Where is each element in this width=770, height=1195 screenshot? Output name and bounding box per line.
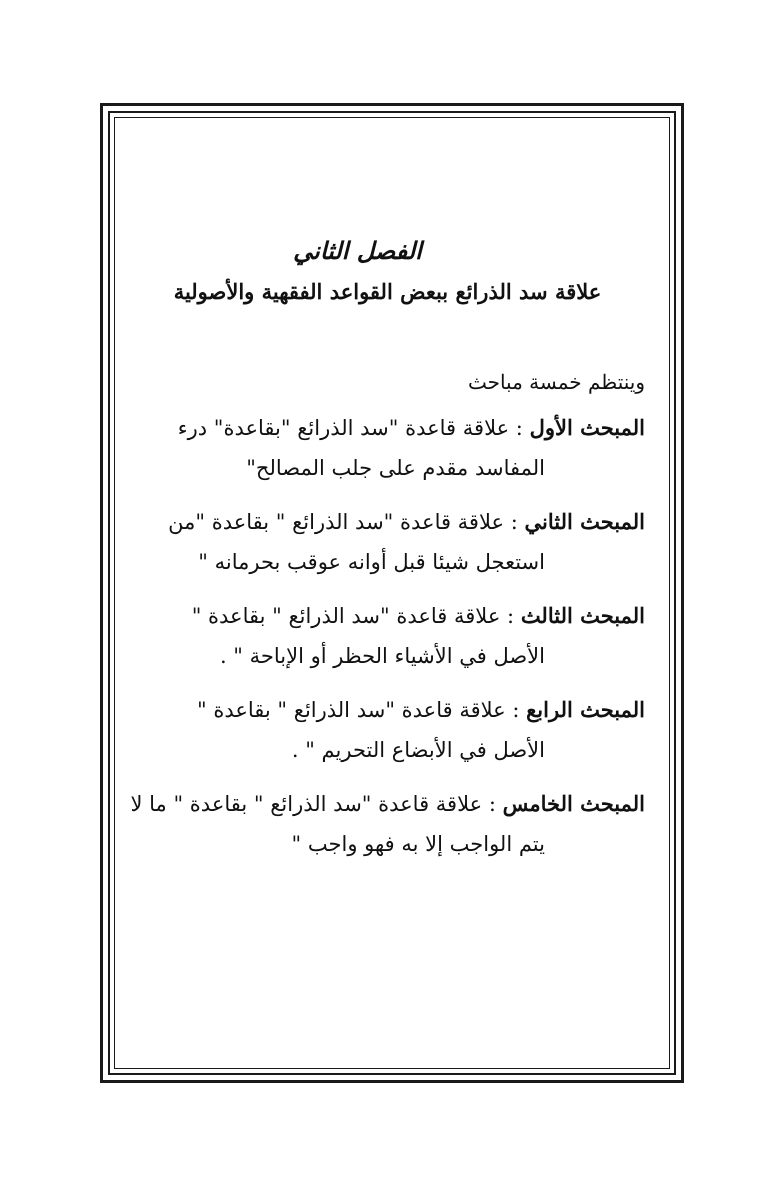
section-label: المبحث الخامس [502, 791, 645, 816]
section-text: : علاقة قاعدة "سد الذرائع " بقاعدة " [197, 698, 520, 722]
section-line1 [130, 596, 645, 636]
chapter-subtitle: علاقة سد الذرائع ببعض القواعد الفقهية والأصولية [173, 279, 602, 304]
section-line2: الأصل في الأشياء الحظر أو الإباحة " . [219, 644, 545, 668]
section-2 [130, 502, 645, 582]
section-line1 [130, 502, 645, 542]
chapter-title: الفصل الثاني [293, 236, 422, 265]
section-line1 [130, 408, 645, 448]
section-line2: الأصل في الأبضاع التحريم " . [291, 738, 545, 762]
page-content [130, 230, 645, 864]
section-label: المبحث الأول [529, 415, 645, 440]
section-5 [130, 784, 645, 864]
section-text: : علاقة قاعدة "سد الذرائع " بقاعدة "من [168, 510, 518, 534]
section-text: : علاقة قاعدة "سد الذرائع " بقاعدة " ما لا [130, 792, 496, 816]
section-text: : علاقة قاعدة "سد الذرائع " بقاعدة " [191, 604, 515, 628]
section-label: المبحث الثاني [524, 509, 645, 534]
section-line2: استعجل شيئا قبل أوانه عوقب بحرمانه " [198, 550, 545, 574]
intro-text: وينتظم خمسة مباحث [467, 370, 645, 394]
section-line2: المفاسد مقدم على جلب المصالح" [246, 456, 545, 480]
section-line1 [130, 690, 645, 730]
section-label: المبحث الثالث [520, 603, 645, 628]
section-1 [130, 408, 645, 488]
section-line1 [130, 784, 645, 824]
section-label: المبحث الرابع [526, 697, 645, 722]
section-4 [130, 690, 645, 770]
section-3 [130, 596, 645, 676]
section-text: : علاقة قاعدة "سد الذرائع "بقاعدة" درء [177, 416, 523, 440]
section-line2: يتم الواجب إلا به فهو واجب " [291, 832, 545, 856]
